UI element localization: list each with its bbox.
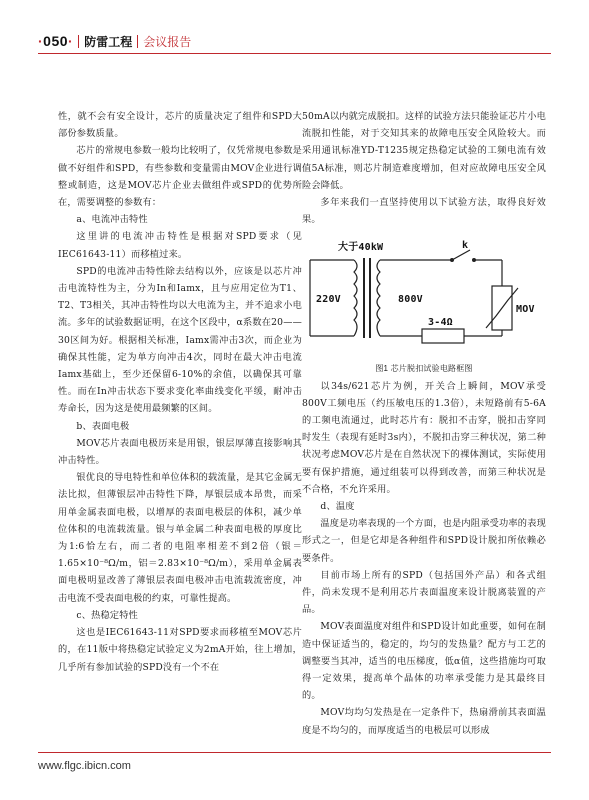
- resistor-label: 3-4Ω: [428, 317, 453, 329]
- paragraph: MOV芯片表面电极历来是用银，银层厚薄直接影响其冲击特性。: [58, 437, 302, 467]
- secondary-voltage-label: 800V: [398, 294, 423, 306]
- footer-url[interactable]: www.flgc.ibicn.com: [38, 760, 131, 772]
- paragraph: 温度是功率表现的一个方面，也是内阻承受功率的表现形式之一，但是它却是各种组件和SPD设计脱扣所依赖必要条件。: [302, 518, 546, 564]
- paragraph: 目前市场上所有的SPD（包括国外产品）和各式组件，尚未发现不是利用芯片表面温度来设计脱离装置的产品。: [302, 569, 546, 616]
- header-divider: [78, 35, 79, 48]
- primary-voltage-label: 220V: [316, 294, 341, 306]
- magazine-title: 防雷工程: [84, 34, 133, 49]
- circuit-diagram: [302, 236, 546, 356]
- transformer-core: [364, 258, 370, 338]
- subheading: b、表面电极: [76, 420, 130, 432]
- section-title: 会议报告: [143, 34, 192, 49]
- paragraph: 这也是IEC61643-11对SPD要求而移植至MOV芯片的，在11版中将热稳定试验定义为2mA开始，往上增加，几乎所有参加试验的SPD没有一个不在: [58, 627, 302, 673]
- paragraph: 这里讲的电流冲击特性是根据对SPD要求（见IEC61643-11）而移植过来。: [58, 231, 302, 260]
- paragraph: MOV均均匀发热是在一定条件下，热扇滑前其表面温度是不均匀的，而厚度适当的电极层可以形成: [302, 707, 546, 736]
- page-header: [38, 32, 191, 50]
- paragraph: SPD的电流冲击特性除去结构以外，应该是以芯片冲击电流特性为主，分为In和Iamx，且与应用定位为T1、T2、T3相关，其冲击特性均以大电流为主，并不追求小电流。多年的试验数据证明，在这个区段中，α系数在20——30区间为好。根据相关标准，Iamx需冲击3次，而企业为确保其性能，定为单方向冲击4次，同时在最大冲击电流Iamx基础上，至少还保留6-10%的余值，以确保其可靠性。而在In冲击状态下要求变化率曲线变化平缓，耐冲击寿命长，因为这是使用最频繁的区间。: [58, 265, 302, 415]
- mov-label: MOV: [516, 304, 535, 316]
- footer-rule: [38, 752, 551, 753]
- circuit-svg: [302, 236, 546, 356]
- figure-caption: 图1 芯片脱扣试验电路框图: [375, 364, 473, 374]
- paragraph: 以34s/621芯片为例，开关合上瞬间，MOV承受800V工频电压（约压敏电压的1.3倍），未短路前有5-6A的工频电流通过，此时芯片有：脱扣不击穿，脱扣击穿同时发生（表现有延时3s内），不脱扣击穿三种状况，第二种状况考虑MOV芯片是在自然状况下的裸体测试，实际使用要有保护措施，通过组装可以得到改善，而第三种状况是不合格，不允许采用。: [302, 380, 546, 495]
- paragraph: 多年来我们一直坚持使用以下试验方法，取得良好效果。: [302, 197, 546, 226]
- subheading: a、电流冲击特性: [76, 214, 148, 226]
- subheading: d、温度: [320, 501, 355, 513]
- header-rule: [38, 53, 551, 54]
- header-divider: [137, 35, 138, 48]
- paragraph: 50mA以内就完成脱扣。这样的试验方法只能验证芯片小电流脱扣性能，对于交知其来的故障电压安全风险较大。而采用通讯标准YD-T1235规定热稳定试验的工频电流有效值5A标准，则芯片制造难度增加，但对应故障电压安全风险会降低。: [302, 111, 546, 191]
- paragraph: 性，就不会有安全设计，芯片的质量决定了组件和SPD大部份参数质量。: [58, 111, 302, 140]
- paragraph: 银优良的导电特性和单位体积的载流量，是其它金属无法比拟，但薄银层冲击特性下降，厚银层成本昂贵，而采用单金属表面电极，以增厚的表面电极层的体积，减少单位体积的电流载流量。银与单金属二种表面电极的厚度比为1:6恰左右，而二者的电阻率相差不到2倍（银＝1.65×10⁻⁸Ω/m，铝＝2.83×10⁻⁸Ω/m），采用单金属表面电极明显改善了薄银层表面电极冲击电流载流密度，冲击电流不受表面电极的约束，可靠性提高。: [58, 472, 302, 604]
- right-column: [302, 108, 546, 739]
- left-column: [58, 108, 302, 676]
- power-label: 大于40kW: [338, 242, 384, 254]
- switch-label: k: [462, 240, 469, 252]
- paragraph: MOV表面温度对组件和SPD设计如此重要，如何在制造中保证适当的，稳定的，均匀的发热量？配方与工艺的调整要当其冲，适当的电压梯度，低α值，这些措施均可取得一定效果，提高单个晶体的功率承受能力是其最终目的。: [302, 621, 546, 702]
- paragraph: 芯片的常规电参数一般均比较明了，仅凭常规电参数是做不好组件和SPD，有些参数和变量需由MOV企业进行调整或制造，这是MOV芯片企业去做组件或SPD的优势所在，需要调整的参数有：: [58, 145, 302, 209]
- page-number: ·050·: [38, 33, 74, 49]
- subheading: c、热稳定特性: [76, 609, 139, 621]
